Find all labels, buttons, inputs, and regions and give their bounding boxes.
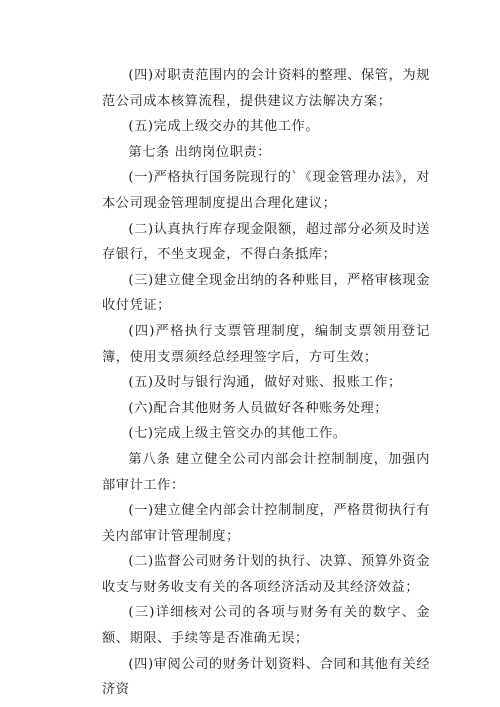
document-body	[102, 63, 430, 703]
paragraph-cashier-duty-4: (四)严格执行支票管理制度，编制支票领用登记簿，使用支票须经总经理签字后，方可生效；	[102, 323, 430, 365]
paragraph-cashier-duty-3: (三)建立健全现金出纳的各种账目，严格审核现金收付凭证；	[102, 272, 430, 314]
paragraph-audit-duty-2: (二)监督公司财务计划的执行、决算、预算外资金收支与财务收支有关的各项经济活动及其经济效益；	[102, 554, 430, 595]
paragraph-cashier-duty-6: (六)配合其他财务人员做好各种账务处理；	[128, 400, 389, 416]
paragraph-cashier-duty-5: (五)及时与银行沟通，做好对账、报账工作；	[128, 375, 402, 391]
paragraph-accounting-records: (四)对职责范围内的会计资料的整理、保管，为规范公司成本核算流程，提供建议方法解决方案；	[102, 68, 430, 109]
paragraph-other-tasks: (五)完成上级交办的其他工作。	[128, 119, 320, 135]
paragraph-audit-duty-1: (一)建立健全内部会计控制制度，严格贯彻执行有关内部审计管理制度；	[102, 503, 430, 544]
article-7-heading: 第七条 出纳岗位职责：	[128, 144, 272, 160]
article-8-heading: 第八条 建立健全公司内部会计控制制度，加强内部审计工作：	[102, 451, 430, 493]
paragraph-audit-duty-4: (四)审阅公司的财务计划资料、合同和其他有关经济资	[102, 656, 430, 698]
paragraph-cashier-duty-1: (一)严格执行国务院现行的`《现金管理办法》，对本公司现金管理制度提出合理化建议；	[102, 170, 431, 211]
paragraph-audit-duty-3: (三)详细核对公司的各项与财务有关的数字、金额、期限、手续等是否准确无误；	[102, 605, 430, 647]
paragraph-cashier-duty-2: (二)认真执行库存现金限额，超过部分必须及时送存银行，不坐支现金，不得白条抵库；	[102, 221, 430, 263]
paragraph-cashier-duty-7: (七)完成上级主管交办的其他工作。	[128, 426, 347, 442]
